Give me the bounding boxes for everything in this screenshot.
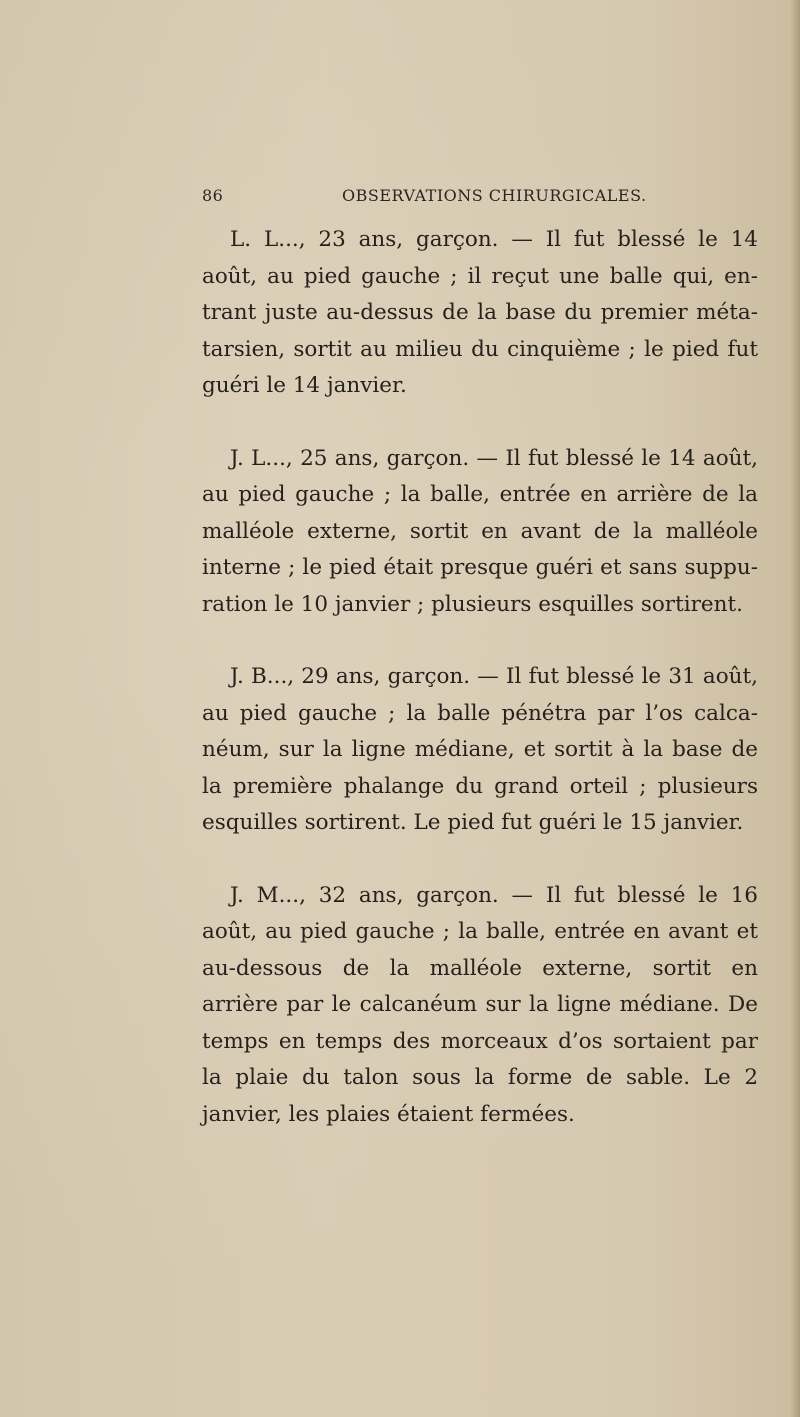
body-text	[202, 222, 758, 1169]
case-paragraph-4: J. M..., 32 ans, garçon. — Il fut blessé le 16 août, au pied gauche ; la balle, entrée en avant et au-dessous de la malléole externe, sortit en arrière par le calcanéum sur la ligne médiane. De temps en temps des morceaux d’os sortaient par la plaie du talon sous la forme de sable. Le 2 janvier, les plaies étaient fermées.	[202, 882, 758, 1127]
running-title: OBSERVATIONS CHIRURGICALES.	[342, 186, 647, 205]
case-paragraph-3: J. B..., 29 ans, garçon. — Il fut blessé le 31 août, au pied gauche ; la balle pénétra par l’os calca-néum, sur la ligne médiane, et sortit à la base de la première phalange du grand orteil ; plusieurs esquilles sortirent. Le pied fut guéri le 15 janvier.	[202, 664, 758, 835]
running-head	[202, 186, 647, 212]
page-number: 86	[202, 186, 224, 205]
case-paragraph-2: J. L..., 25 ans, garçon. — Il fut blessé le 14 août, au pied gauche ; la balle, entrée en arrière de la malléole externe, sortit en avant de la malléole interne ; le pied était presque guéri et sans suppu-ration le 10 janvier ; plusieurs esquilles sortirent.	[202, 445, 758, 617]
case-paragraph-1: L. L..., 23 ans, garçon. — Il fut blessé le 14 août, au pied gauche ; il reçut une balle qui, en-trant juste au-dessus de la base du premier méta-tarsien, sortit au milieu du cinquième ; le pied fut guéri le 14 janvier.	[202, 227, 758, 398]
